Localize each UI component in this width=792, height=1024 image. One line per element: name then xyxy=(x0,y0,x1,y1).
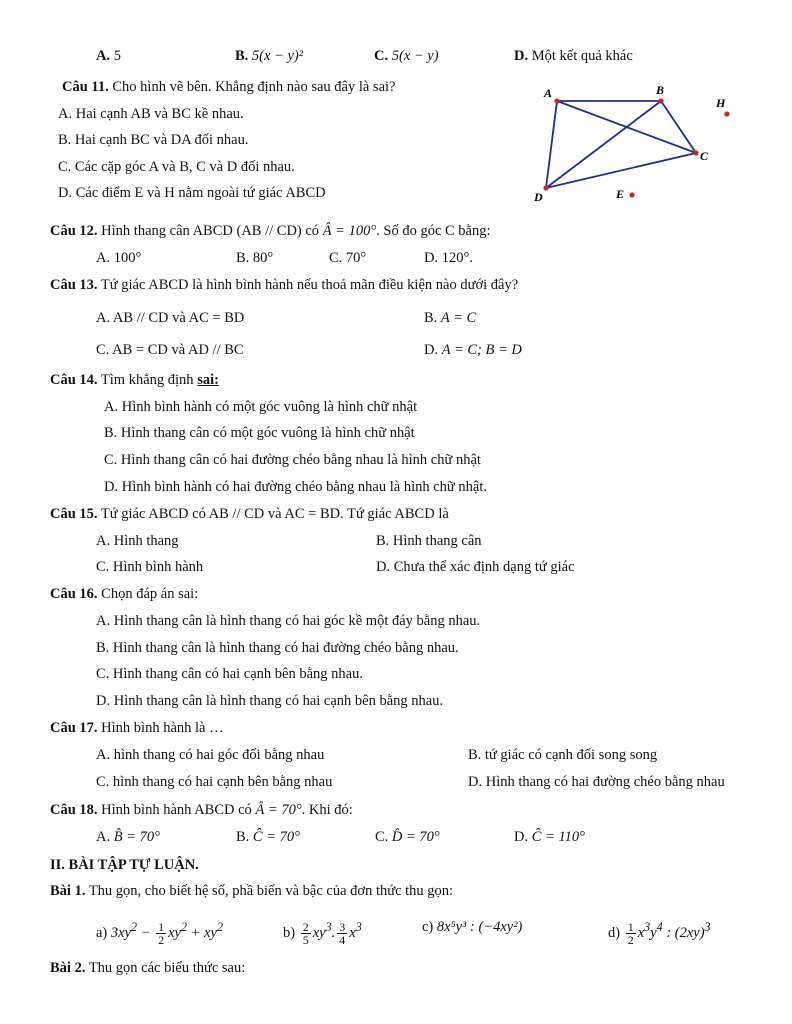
q17-option-c: C. hình thang có hai cạnh bên bằng nhau xyxy=(96,774,333,790)
q14-option-d: D. Hình bình hành có hai đường chéo bằng nhau là hình chữ nhật. xyxy=(104,479,487,495)
bai1-expr-d: d) $\frac{1}{2}$ $x^3y^4$ : $(2xy)^3$ xyxy=(608,920,711,947)
quadrilateral-figure xyxy=(520,80,750,210)
q18-option-d: D. Ĉ = 110° xyxy=(514,829,585,845)
q11-option-b: B. Hai cạnh BC và DA đối nhau. xyxy=(58,132,249,148)
label-a: A xyxy=(544,86,553,100)
q18-question: Câu 18. Hình bình hành ABCD có Â = 70°. Khi đó: xyxy=(50,802,353,818)
bai1-question: Bài 1. Thu gọn, cho biết hệ số, phầ biến và bậc của đơn thức thu gọn: xyxy=(50,883,454,899)
point-b xyxy=(658,98,663,103)
q18-option-b: B. Ĉ = 70° xyxy=(236,829,300,845)
q17-question: Câu 17. Hình bình hành là … xyxy=(50,720,224,736)
bai2-question: Bài 2. Thu gọn các biểu thức sau: xyxy=(50,960,246,976)
q12-option-a: A. 100° xyxy=(96,250,142,266)
q11-question: Câu 11. Cho hình vẽ bên. Khẳng định nào sau đây là sai? xyxy=(62,79,396,95)
q12-option-b: B. 80° xyxy=(236,250,274,266)
bai1-expr-a: a) $3xy^2$ − $\frac{1}{2}$ $xy^2 + xy^2$ xyxy=(96,920,223,947)
q15-option-c: C. Hình bình hành xyxy=(96,559,204,575)
q14-option-a: A. Hình bình hành có một góc vuông là hình chữ nhật xyxy=(104,399,418,415)
q13-option-c: C. AB = CD và AD // BC xyxy=(96,342,244,358)
q16-option-d: D. Hình thang cân là hình thang có hai cạnh bên bằng nhau. xyxy=(96,693,444,709)
q16-option-c: C. Hình thang cân có hai cạnh bên bằng nhau. xyxy=(96,666,363,682)
point-h xyxy=(724,111,729,116)
q18-option-a: A. B̂ = 70° xyxy=(96,829,160,845)
q14-option-b: B. Hình thang cân có một góc vuông là hình chữ nhật xyxy=(104,425,415,441)
q17-option-b: B. tứ giác có cạnh đối song song xyxy=(468,747,658,763)
q16-option-a: A. Hình thang cân là hình thang có hai góc kề một đáy bằng nhau. xyxy=(96,613,481,629)
q13-option-b: B. A = C xyxy=(424,310,477,326)
q11-option-c: C. Các cặp góc A và B, C và D đối nhau. xyxy=(58,159,295,175)
point-e xyxy=(629,192,634,197)
q15-option-d: D. Chưa thể xác định dạng tứ giác xyxy=(376,559,575,575)
q14-option-c: C. Hình thang cân có hai đường chéo bằng nhau là hình chữ nhật xyxy=(104,452,481,468)
q17-option-a: A. hình thang có hai góc đối bằng nhau xyxy=(96,747,325,763)
q15-question: Câu 15. Tứ giác ABCD có AB // CD và AC = BD. Tứ giác ABCD là xyxy=(50,506,449,522)
label-d: D xyxy=(534,190,543,204)
q15-option-b: B. Hình thang cân xyxy=(376,533,482,549)
q18-option-c: C. D̂ = 70° xyxy=(375,829,440,845)
bai1-expr-b: b) $\frac{2}{5}$ $xy^3$. $\frac{3}{4}$ $x^3$ xyxy=(283,920,362,947)
q10-option-d: D. Một kết quả khác xyxy=(514,48,633,64)
q15-option-a: A. Hình thang xyxy=(96,533,179,549)
q17-option-d: D. Hình thang có hai đường chéo bằng nhau xyxy=(468,774,725,790)
point-c xyxy=(693,150,698,155)
label-b: B xyxy=(656,83,665,97)
q13-option-a: A. AB // CD và AC = BD xyxy=(96,310,245,326)
q13-option-d: D. A = C; B = D xyxy=(424,342,522,358)
label-e: E xyxy=(616,187,625,201)
edge-bc xyxy=(661,101,696,153)
q10-option-b: B. 5(x − y)² xyxy=(235,48,304,64)
q12-option-d: D. 120°. xyxy=(424,250,473,266)
q11-option-a: A. Hai cạnh AB và BC kề nhau. xyxy=(58,106,244,122)
q12-option-c: C. 70° xyxy=(329,250,367,266)
section-heading: II. BÀI TẬP TỰ LUẬN. xyxy=(50,857,199,873)
label-h: H xyxy=(716,96,726,110)
point-d xyxy=(543,185,548,190)
q13-question: Câu 13. Tứ giác ABCD là hình bình hành nếu thoả mãn điều kiện nào dưới đây? xyxy=(50,277,519,293)
q12-question: Câu 12. Hình thang cân ABCD (AB // CD) có Â = 100°. Số đo góc C bằng: xyxy=(50,223,491,239)
q14-question: Câu 14. Tìm khẳng định sai: xyxy=(50,372,219,388)
q10-option-c: C. 5(x − y) xyxy=(374,48,439,64)
point-a xyxy=(554,98,559,103)
q11-option-d: D. Các điểm E và H nằm ngoài tứ giác ABCD xyxy=(58,185,326,201)
label-c: C xyxy=(700,149,709,163)
q16-option-b: B. Hình thang cân là hình thang có hai đường chéo bằng nhau. xyxy=(96,640,459,656)
bai1-expr-c: c) 8x⁵y³ : (−4xy²) xyxy=(422,919,523,935)
q16-question: Câu 16. Chọn đáp án sai: xyxy=(50,586,199,602)
q10-option-a: A. 5 xyxy=(96,48,121,64)
edge-da xyxy=(546,101,557,188)
